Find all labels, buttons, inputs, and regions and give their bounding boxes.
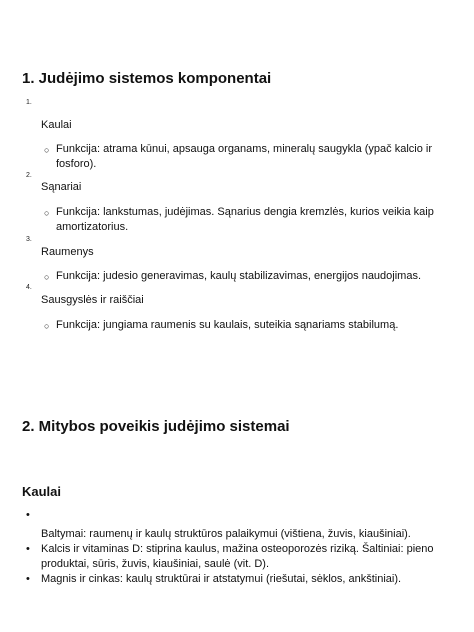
section-1-heading: 1. Judėjimo sistemos komponentai bbox=[22, 70, 272, 87]
list-item-detail bbox=[44, 205, 454, 235]
circle-bullet-icon: ○ bbox=[44, 321, 50, 331]
section-2-heading: 2. Mitybos poveikis judėjimo sistemai bbox=[22, 418, 290, 435]
bullet-text: Magnis ir cinkas: kaulų struktūrai ir atstatymui (riešutai, sėklos, ankštiniai). bbox=[41, 573, 402, 585]
circle-bullet-icon: ○ bbox=[44, 272, 50, 282]
list-item-number: 1. bbox=[26, 99, 32, 106]
bullet-icon: • bbox=[26, 543, 30, 555]
bullet-text: Kalcis ir vitaminas D: stiprina kaulus, mažina osteoporozės riziką. Šaltiniai: pieno produktai, sūris, žuvis, kiaušiniai, saulė (vit. D). bbox=[41, 543, 434, 570]
circle-bullet-icon: ○ bbox=[44, 145, 50, 155]
bullet-icon: • bbox=[26, 509, 30, 521]
list-item-title: Sausgyslės ir raiščiai bbox=[41, 294, 144, 306]
list-item-number: 3. bbox=[26, 236, 32, 243]
list-item bbox=[26, 542, 456, 572]
list-item-title: Sąnariai bbox=[41, 181, 82, 193]
list-item bbox=[26, 572, 456, 587]
list-item-detail bbox=[44, 142, 454, 172]
bullet-text: Baltymai: raumenų ir kaulų struktūros palaikymui (vištiena, žuvis, kiaušiniai). bbox=[41, 528, 411, 540]
list-item-detail bbox=[44, 269, 454, 284]
detail-text: Funkcija: jungiama raumenis su kaulais, suteikia sąnariams stabilumą. bbox=[56, 319, 399, 331]
list-item-detail bbox=[44, 318, 454, 333]
list-item-number: 4. bbox=[26, 284, 32, 291]
list-item-title: Kaulai bbox=[41, 119, 72, 131]
detail-text: Funkcija: judesio generavimas, kaulų stabilizavimas, energijos naudojimas. bbox=[56, 270, 422, 282]
bullet-icon: • bbox=[26, 573, 30, 585]
list-item-number: 2. bbox=[26, 172, 32, 179]
circle-bullet-icon: ○ bbox=[44, 208, 50, 218]
list-item-title: Raumenys bbox=[41, 246, 94, 258]
list-item bbox=[26, 527, 456, 542]
subsection-heading: Kaulai bbox=[22, 484, 62, 499]
detail-text: Funkcija: lankstumas, judėjimas. Sąnarius dengia kremzlės, kurios veikia kaip amortizatorius. bbox=[56, 206, 434, 233]
detail-text: Funkcija: atrama kūnui, apsauga organams, mineralų saugykla (ypač kalcio ir fosforo). bbox=[56, 143, 433, 170]
